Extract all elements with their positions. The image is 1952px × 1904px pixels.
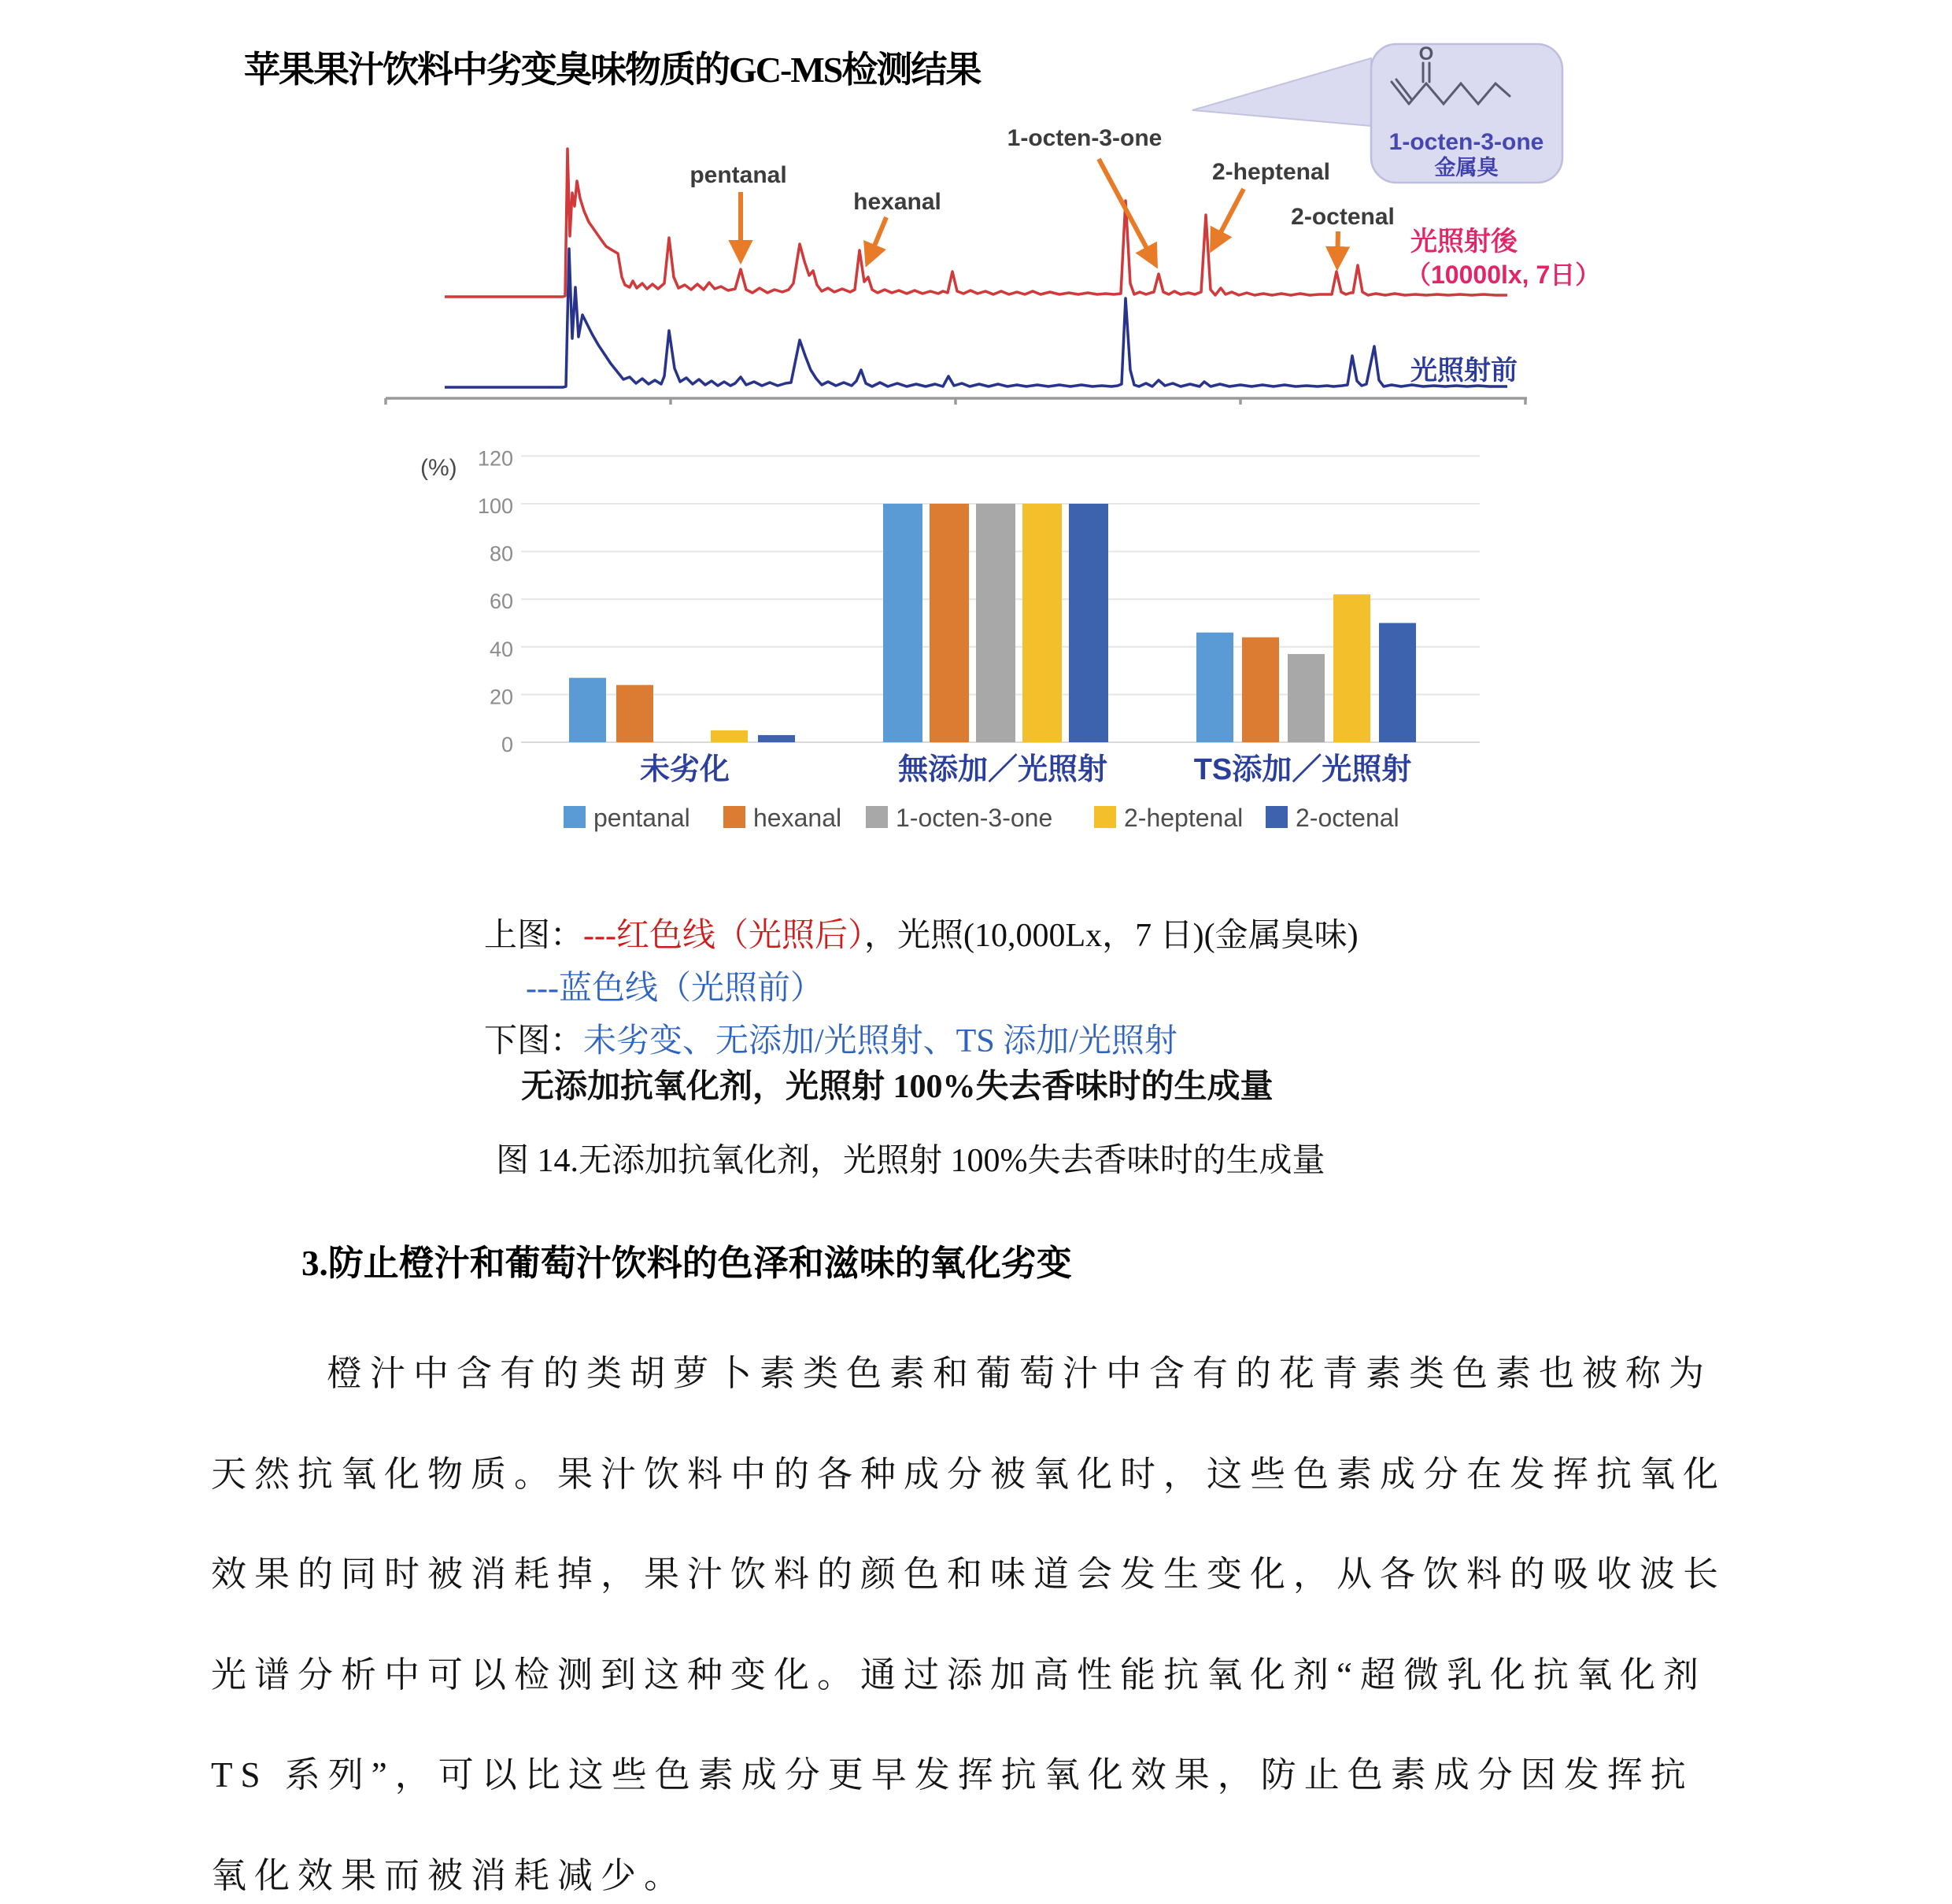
bar-chart-legend: [564, 804, 1399, 832]
legend-swatch-1-octen-3-one: [866, 806, 888, 828]
group-label-ts-added: TS添加／光照射: [1193, 753, 1412, 786]
caption-bottom-figure: [484, 1015, 1177, 1062]
bar-hexanal: [930, 504, 969, 742]
body-line-6: 氧化效果而被消耗减少。: [211, 1856, 688, 1895]
bar-pentanal: [1196, 633, 1233, 742]
y-tick-label: 100: [477, 494, 513, 518]
group-label-no-additive: 無添加／光照射: [897, 753, 1108, 786]
body-line-4: 光谱分析中可以检测到这种变化。通过添加高性能抗氧化剂“超微乳化抗氧化剂: [211, 1655, 1706, 1695]
caption-red-line-label: ---红色线（光照后）: [583, 918, 864, 954]
y-axis-unit-label: (%): [420, 455, 457, 481]
bar-hexanal: [616, 685, 653, 742]
section-heading: 3.防止橙汁和葡萄汁饮料的色泽和滋味的氧化劣变: [301, 1244, 1072, 1283]
bar-chart: [394, 441, 1543, 866]
bar-2-heptenal: [1022, 504, 1062, 742]
caption-bold-note: 无添加抗氧化剂，光照射 100%失去香味时的生成量: [521, 1069, 1274, 1105]
bar-pentanal: [883, 504, 922, 742]
legend-label-2-heptenal: 2-heptenal: [1124, 804, 1244, 832]
figure-title: 苹果果汁饮料中劣变臭味物质的GC-MS检测结果: [244, 50, 981, 90]
caption-bottom-groups: 未劣变、无添加/光照射、TS 添加/光照射: [583, 1023, 1177, 1059]
after-irradiation-label-line1: 光照射後: [1410, 227, 1518, 257]
before-irradiation-trace: [445, 249, 1507, 387]
body-line-2: 天然抗氧化物质。果汁饮料中的各种成分被氧化时，这些色素成分在发挥抗氧化: [211, 1455, 1727, 1494]
bar-1-octen-3-one: [976, 504, 1015, 742]
body-line-5: TS 系列”，可以比这些色素成分更早发挥抗氧化效果，防止色素成分因发挥抗: [211, 1755, 1694, 1795]
body-line-1: 橙汁中含有的类胡萝卜素类色素和葡萄汁中含有的花青素类色素也被称为: [327, 1354, 1713, 1393]
bar-2-octenal: [1379, 623, 1416, 743]
peak-label-pentanal: pentanal: [689, 162, 787, 188]
after-irradiation-label-line2: （10000lx, 7日）: [1406, 261, 1601, 289]
peak-label-1-octen-3-one: 1-octen-3-one: [1007, 125, 1163, 151]
caption-bottom-prefix: 下图：: [484, 1023, 584, 1059]
y-tick-label: 40: [489, 637, 513, 661]
legend-label-pentanal: pentanal: [593, 804, 690, 832]
arrow-hexanal-icon: [867, 217, 886, 263]
chromatogram-figure: [236, 24, 1810, 417]
y-tick-label: 0: [501, 733, 513, 756]
callout-compound-label: 1-octen-3-one: [1388, 129, 1544, 155]
y-tick-label: 80: [489, 542, 513, 566]
legend-swatch-pentanal: [564, 806, 586, 828]
peak-label-2-octenal: 2-octenal: [1291, 204, 1395, 230]
bar-pentanal: [569, 678, 606, 742]
legend-label-1-octen-3-one: 1-octen-3-one: [896, 804, 1053, 832]
legend-swatch-2-octenal: [1266, 806, 1288, 828]
caption-blue-line: [526, 962, 823, 1009]
arrow-2-heptenal-icon: [1212, 189, 1244, 249]
chromatogram-x-axis: [386, 398, 1527, 405]
legend-label-2-octenal: 2-octenal: [1296, 804, 1399, 832]
caption-blue-line-label: ---蓝色线（光照前）: [526, 970, 823, 1007]
bar-hexanal: [1242, 638, 1279, 742]
legend-label-hexanal: hexanal: [753, 804, 842, 832]
legend-swatch-hexanal: [723, 806, 745, 828]
legend-swatch-2-heptenal: [1094, 806, 1116, 828]
peak-label-hexanal: hexanal: [853, 189, 941, 215]
caption-top-rest: ，光照(10,000Lx，7 日)(金属臭味): [863, 918, 1359, 954]
bar-2-heptenal: [711, 730, 748, 742]
before-irradiation-label: 光照射前: [1410, 356, 1518, 386]
y-tick-label: 60: [489, 590, 513, 614]
arrow-2-octenal-icon: [1337, 231, 1338, 266]
group-label-untreated: 未劣化: [639, 753, 730, 786]
y-tick-label: 120: [477, 446, 513, 471]
callout-odor-label: 金属臭: [1434, 156, 1499, 179]
bar-2-heptenal: [1333, 594, 1370, 742]
caption-top-figure: [484, 909, 1359, 956]
figure-14-caption: 图 14.无添加抗氧化剂，光照射 100%失去香味时的生成量: [496, 1143, 1325, 1179]
peak-label-2-heptenal: 2-heptenal: [1211, 159, 1331, 185]
callout-tail: [1192, 58, 1371, 126]
body-line-3: 效果的同时被消耗掉，果汁饮料的颜色和味道会发生变化，从各饮料的吸收波长: [211, 1555, 1727, 1594]
caption-top-prefix: 上图：: [484, 918, 584, 954]
bar-2-octenal: [1069, 504, 1108, 742]
bar-2-octenal: [758, 735, 795, 742]
bar-chart-bars: [569, 504, 1416, 742]
bar-1-octen-3-one: [1288, 654, 1325, 742]
y-tick-label: 20: [489, 685, 513, 709]
oxygen-atom-label: O: [1418, 43, 1434, 65]
